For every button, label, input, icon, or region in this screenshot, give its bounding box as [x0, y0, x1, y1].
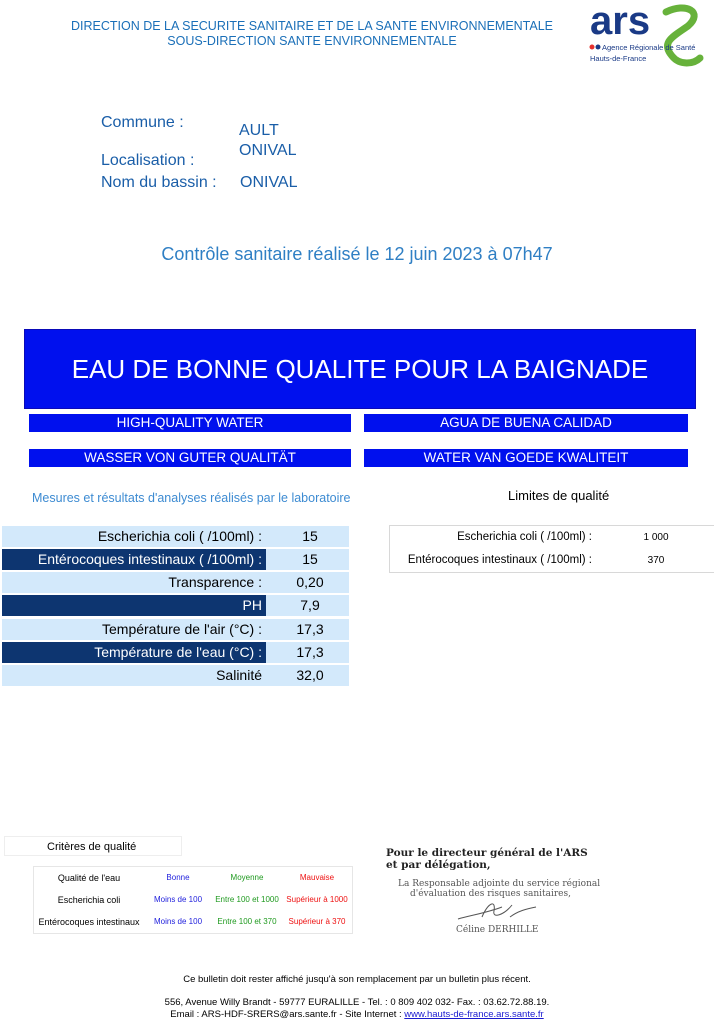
signature-line-4: d'évaluation des risques sanitaires,: [410, 889, 571, 899]
measure-label: Escherichia coli ( /100ml) :: [97, 528, 262, 544]
localisation-label: Localisation :: [101, 152, 195, 169]
website-link[interactable]: www.hauts-de-france.ars.sante.fr: [404, 1009, 544, 1020]
bassin-label: Nom du bassin :: [101, 174, 217, 191]
verdict-spanish: AGUA DE BUENA CALIDAD: [364, 414, 688, 432]
verdict-dutch: WATER VAN GOEDE KWALITEIT: [364, 449, 688, 467]
limits-table: [389, 525, 714, 573]
criteria-title: Critères de qualité: [4, 836, 182, 856]
verdict-english: HIGH-QUALITY WATER: [29, 414, 351, 432]
measure-label: Entérocoques intestinaux ( /100ml) :: [2, 549, 266, 570]
measure-row-ecoli: [2, 526, 349, 547]
criteria-header-bad: Mauvaise: [299, 873, 335, 882]
measure-label: Transparence :: [168, 574, 262, 590]
measure-value: 15: [302, 528, 318, 544]
footer-address: 556, Avenue Willy Brandt - 59777 EURALILLE - Tel. : 0 809 402 032- Fax. : 03.62.72.88.19.: [164, 997, 550, 1008]
logo-text: ars: [590, 2, 651, 43]
measures-title: Mesures et résultats d'analyses réalisés par le laboratoire: [32, 491, 351, 505]
criteria-row-ecoli: [34, 889, 352, 911]
measure-label: PH: [2, 595, 266, 616]
limit-value: 370: [647, 555, 665, 566]
limit-row-ecoli: [390, 526, 714, 549]
criteria-header-good: Bonne: [166, 873, 190, 882]
limit-value: 1 000: [643, 532, 669, 543]
signature-line-1: Pour le directeur général de l'ARS: [386, 847, 588, 859]
limits-title: Limites de qualité: [508, 488, 610, 503]
measure-row-air-temp: [2, 619, 349, 640]
footer-contact: [0, 1009, 714, 1020]
criteria-header: Qualité de l'eau: [57, 873, 121, 883]
criteria-label: Escherichia coli: [57, 895, 121, 905]
commune-value: AULT: [239, 122, 279, 139]
measure-value: 15: [302, 551, 318, 567]
measure-value: 17,3: [296, 621, 324, 637]
header-line-2: SOUS-DIRECTION SANTE ENVIRONNEMENTALE: [167, 34, 457, 48]
footer-email: Email : ARS-HDF-SRERS@ars.sante.fr - Site Internet :: [170, 1009, 405, 1020]
control-date: Contrôle sanitaire réalisé le 12 juin 2023 à 07h47: [161, 244, 553, 264]
measure-row-ph: [2, 595, 349, 616]
criteria-bad: Supérieur à 370: [288, 917, 346, 926]
limit-label: Entérocoques intestinaux ( /100ml) :: [407, 554, 592, 566]
criteria-medium: Entre 100 et 370: [217, 917, 277, 926]
bassin-value: ONIVAL: [240, 174, 298, 191]
criteria-medium: Entre 100 et 1000: [215, 895, 279, 904]
quality-verdict-banner: [25, 330, 695, 408]
criteria-good: Moins de 100: [153, 917, 203, 926]
measure-label: Salinité: [216, 667, 262, 683]
signature-line-3: La Responsable adjointe du service régional: [398, 879, 601, 889]
criteria-label: Entérocoques intestinaux: [38, 917, 140, 927]
handwritten-signature: [452, 897, 542, 925]
measure-value: 32,0: [296, 667, 324, 683]
ars-logo-graphic: [588, 2, 708, 72]
logo-subtitle: Agence Régionale de Santé: [602, 43, 696, 52]
signatory-name: Céline DERHILLE: [456, 925, 539, 935]
criteria-good: Moins de 100: [153, 895, 203, 904]
measure-value: 0,20: [296, 574, 324, 590]
limit-row-enterococci: [390, 549, 714, 572]
localisation-value: ONIVAL: [239, 142, 297, 159]
header-line-1: DIRECTION DE LA SECURITE SANITAIRE ET DE LA SANTE ENVIRONNEMENTALE: [70, 19, 554, 33]
footer-notice: Ce bulletin doit rester affiché jusqu'à son remplacement par un bulletin plus récent.: [183, 974, 531, 985]
criteria-header-row: [34, 867, 352, 889]
ars-logo: [588, 2, 708, 72]
verdict-text: EAU DE BONNE QUALITE POUR LA BAIGNADE: [71, 353, 649, 384]
measure-label: Température de l'air (°C) :: [102, 621, 262, 637]
signature-line-2: et par délégation,: [386, 859, 491, 871]
criteria-table: [33, 866, 353, 934]
measure-row-transparence: [2, 572, 349, 593]
criteria-bad: Supérieur à 1000: [286, 895, 348, 904]
verdict-german: WASSER VON GUTER QUALITÄT: [29, 449, 351, 467]
logo-region: Hauts-de-France: [590, 54, 647, 63]
measure-label: Température de l'eau (°C) :: [2, 642, 266, 663]
limit-label: Escherichia coli ( /100ml) :: [457, 531, 592, 543]
measure-row-enterococci: [2, 549, 349, 570]
measure-row-salinity: [2, 665, 349, 686]
measure-value: 7,9: [300, 597, 320, 613]
measure-row-water-temp: [2, 642, 349, 663]
criteria-row-enterococci: [34, 911, 352, 933]
criteria-header-medium: Moyenne: [230, 873, 264, 882]
measure-value: 17,3: [296, 644, 324, 660]
commune-label: Commune :: [101, 114, 184, 131]
